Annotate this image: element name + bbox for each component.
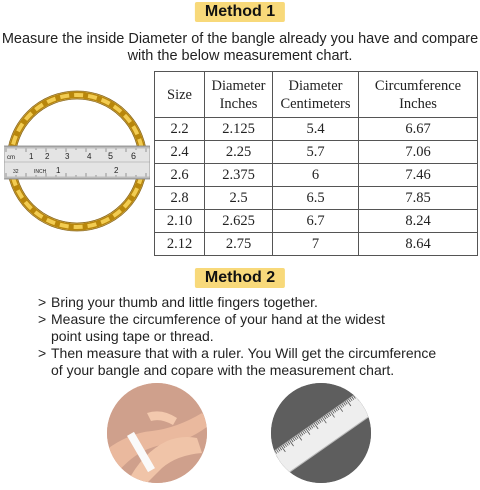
cell-size: 2.8 [155,187,205,210]
cell-size: 2.6 [155,164,205,187]
ruler-inch-number: 1 [56,166,61,175]
hand-measuring-photo [107,383,207,483]
ruler-cm-number: 5 [108,151,114,161]
table-row [155,187,478,210]
cell-size: 2.2 [155,118,205,141]
bangle-with-ruler-illustration [4,88,150,234]
header-size: Size [155,72,205,118]
header-diameter-cm: Diameter Centimeters [273,72,359,118]
step-3 [38,345,478,379]
header-diameter-inches: Diameter Inches [205,72,273,118]
cell-diameter-inches: 2.5 [205,187,273,210]
cell-circumference: 8.24 [359,210,478,233]
cell-size: 2.10 [155,210,205,233]
ruler-small-number: 32 [13,169,19,175]
method-2-steps [38,294,478,379]
ruler-cm-number: 3 [65,152,70,161]
table-header-row [155,72,478,118]
header-circumference-inches: Circumference Inches [359,72,478,118]
cell-size: 2.4 [155,141,205,164]
step-3-text-line-2: of your bangle and copare with the measurement chart. [51,362,395,378]
cell-diameter-cm: 6 [273,164,359,187]
cell-diameter-cm: 5.7 [273,141,359,164]
step-marker: > [38,345,47,361]
cell-circumference: 6.67 [359,118,478,141]
method-1-instructions [0,31,480,65]
cell-circumference: 7.46 [359,164,478,187]
cell-diameter-inches: 2.25 [205,141,273,164]
step-2-text-line-1: Measure the circumference of your hand at the widest [51,311,385,327]
cell-circumference: 7.85 [359,187,478,210]
step-marker: > [38,311,47,327]
cell-diameter-inches: 2.125 [205,118,273,141]
cell-diameter-inches: 2.625 [205,210,273,233]
cell-diameter-cm: 7 [273,233,359,256]
table-row [155,141,478,164]
cell-size: 2.12 [155,233,205,256]
cell-diameter-cm: 6.5 [273,187,359,210]
ruler-cm-number: 6 [131,151,137,161]
intro-line-2: with the below measurement chart. [127,48,353,64]
ruler-photo [271,383,371,483]
intro-line-1: Measure the inside Diameter of the bangle already you have and compare [1,31,479,47]
step-1 [38,294,478,311]
ruler-inch-number: 2 [114,166,119,175]
step-2-text-line-2: point using tape or thread. [51,328,214,344]
ruler-cm-number: 2 [45,152,50,161]
method-1-badge: Method 1 [195,2,285,22]
cell-diameter-inches: 2.75 [205,233,273,256]
step-1-text: Bring your thumb and little fingers together. [51,294,318,310]
ruler-cm-number: 4 [87,152,92,161]
cell-diameter-cm: 6.7 [273,210,359,233]
bangle-size-chart [154,71,478,256]
step-3-text-line-1: Then measure that with a ruler. You Will get the circumference [51,345,437,361]
cell-circumference: 8.64 [359,233,478,256]
table-row [155,210,478,233]
cell-circumference: 7.06 [359,141,478,164]
ruler-image [4,146,150,179]
step-2 [38,311,478,345]
cell-diameter-cm: 5.4 [273,118,359,141]
table-row [155,233,478,256]
cell-diameter-inches: 2.375 [205,164,273,187]
ruler-cm-label: cm [7,155,15,161]
ruler-inch-label: INCH [34,169,47,175]
table-row [155,164,478,187]
ruler-cm-number: 1 [29,152,34,161]
step-marker: > [38,294,47,310]
method-2-badge: Method 2 [195,268,285,288]
table-row [155,118,478,141]
